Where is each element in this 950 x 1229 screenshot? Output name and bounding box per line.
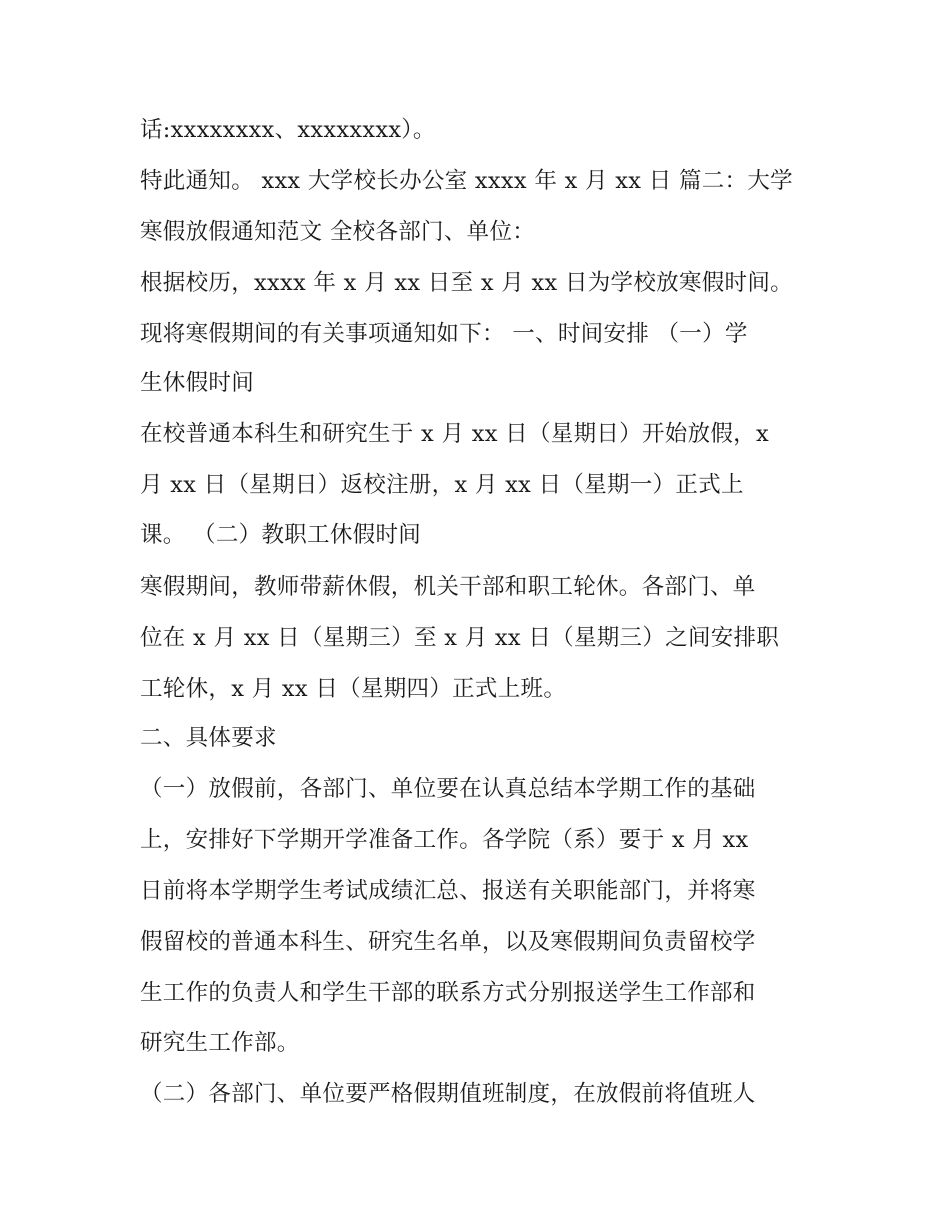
text-line: 二、具体要求 xyxy=(140,725,277,751)
text-line: 特此通知。 xxx 大学校长办公室 xxxx 年 x 月 xx 日 篇二：大学 xyxy=(140,168,793,194)
text-line: 生休假时间 xyxy=(140,370,255,396)
text-line: 寒假期间，教师带薪休假，机关干部和职工轮休。各部门、单 xyxy=(140,574,756,600)
text-line: （一）放假前，各部门、单位要在认真总结本学期工作的基础 xyxy=(140,776,756,802)
text-line: 假留校的普通本科生、研究生名单，以及寒假期间负责留校学 xyxy=(140,929,756,955)
text-line: 现将寒假期间的有关事项通知如下： 一、时间安排 （一）学 xyxy=(140,321,748,347)
text-line: 上，安排好下学期开学准备工作。各学院（系）要于 x 月 xx xyxy=(140,827,749,853)
text-line: 研究生工作部。 xyxy=(140,1030,300,1056)
text-line: 根据校历，xxxx 年 x 月 xx 日至 x 月 xx 日为学校放寒假时间。 xyxy=(140,270,793,296)
text-line: 在校普通本科生和研究生于 x 月 xx 日（星期日）开始放假，x xyxy=(140,421,769,447)
text-line: 课。 （二）教职工休假时间 xyxy=(140,522,422,548)
text-line: （二）各部门、单位要严格假期值班制度，在放假前将值班人 xyxy=(140,1081,756,1107)
text-line: 生工作的负责人和学生干部的联系方式分别报送学生工作部和 xyxy=(140,980,756,1006)
text-line: 寒假放假通知范文 全校各部门、单位： xyxy=(140,219,536,245)
text-line: 工轮休，x 月 xx 日（星期四）正式上班。 xyxy=(140,676,567,702)
text-line: 话:xxxxxxxx、xxxxxxxx）。 xyxy=(140,117,436,143)
text-line: 月 xx 日（星期日）返校注册，x 月 xx 日（星期一）正式上 xyxy=(140,472,744,498)
text-line: 位在 x 月 xx 日（星期三）至 x 月 xx 日（星期三）之间安排职 xyxy=(140,625,780,651)
text-line: 日前将本学期学生考试成绩汇总、报送有关职能部门，并将寒 xyxy=(140,878,756,904)
